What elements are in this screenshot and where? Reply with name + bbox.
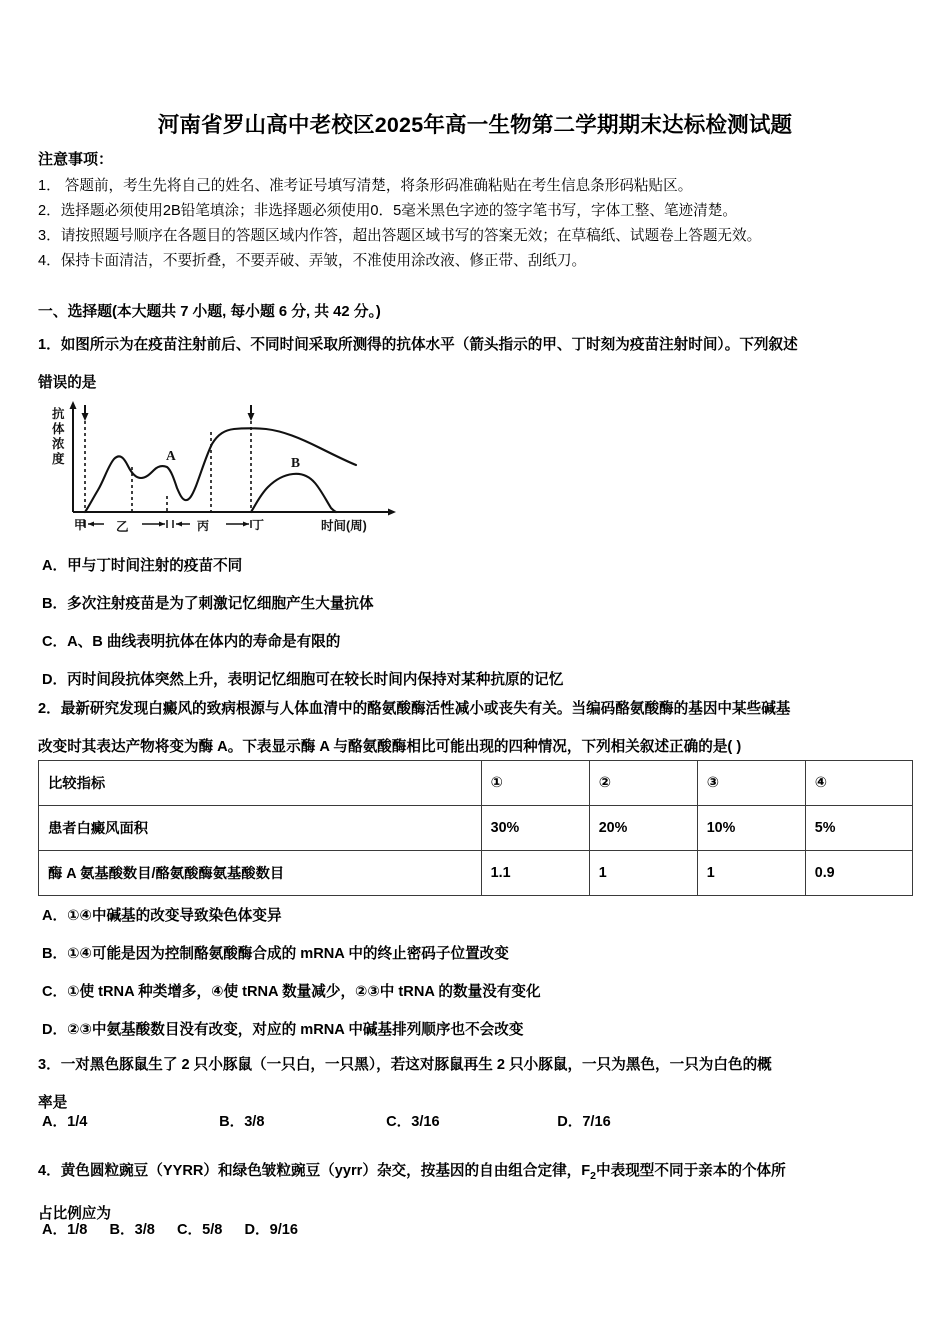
injection-arrow-ding bbox=[248, 405, 255, 421]
notice-item-2: 2．选择题必须使用2B铅笔填涂；非选择题必须使用0．5毫米黑色字迹的签字笔书写，字体工整、笔迹清楚。 bbox=[38, 203, 737, 219]
question-4-options-row bbox=[42, 1218, 742, 1239]
question-1-option-a: A．甲与丁时间注射的疫苗不同 bbox=[42, 558, 243, 574]
table-row bbox=[39, 806, 913, 851]
question-4-option-d: D．9/16 bbox=[244, 1222, 298, 1238]
question-3-option-a: A．1/4 bbox=[42, 1114, 88, 1130]
notice-item-4: 4．保持卡面清洁，不要折叠，不要弄破、弄皱，不准使用涂改液、修正带、刮纸刀。 bbox=[38, 253, 587, 269]
table-cell-row0-col3: ③ bbox=[697, 761, 805, 806]
question-4-option-a: A．1/8 bbox=[42, 1222, 88, 1238]
table-cell-row2-col2: 1 bbox=[589, 851, 697, 896]
question-3-option-d: D．7/16 bbox=[557, 1114, 611, 1130]
question-4-stem-line-1 bbox=[38, 1152, 928, 1195]
table-cell-row0-label: 比较指标 bbox=[39, 761, 482, 806]
question-2-stem-line-2: 改变时其表达产物将变为酶 A。下表显示酶 A 与酪氨酸酶相比可能出现的四种情况，下列相关叙述正确的是( ) bbox=[38, 739, 742, 755]
question-4-option-c: C．5/8 bbox=[176, 1222, 223, 1238]
table-row bbox=[39, 851, 913, 896]
antibody-concentration-figure bbox=[38, 396, 418, 546]
question-3-stem-line-2: 率是 bbox=[38, 1095, 68, 1111]
table-cell-row0-col4: ④ bbox=[805, 761, 912, 806]
question-4-stem-line-1-part-a: 4．黄色圆粒豌豆（YYRR）和绿色皱粒豌豆（yyrr）杂交，按基因的自由组合定律，F bbox=[38, 1163, 591, 1179]
comparison-table bbox=[38, 760, 913, 896]
figure-curve-label-a: A bbox=[166, 448, 176, 463]
question-4-option-b: B．3/8 bbox=[109, 1222, 155, 1238]
figure-x-tick-jia: 甲 bbox=[74, 518, 87, 532]
section-heading-multiple-choice: 一、选择题(本大题共 7 小题, 每小题 6 分, 共 42 分。) bbox=[38, 304, 381, 320]
question-1-option-b: B．多次注射疫苗是为了刺激记忆细胞产生大量抗体 bbox=[42, 596, 374, 612]
question-2-option-a: A．①④中碱基的改变导致染色体变异 bbox=[42, 908, 282, 924]
table-cell-row0-col1: ① bbox=[481, 761, 589, 806]
table-cell-row0-col2: ② bbox=[589, 761, 697, 806]
table-cell-row1-col3: 10% bbox=[697, 806, 805, 851]
question-1-stem bbox=[38, 326, 926, 402]
table-cell-row1-col1: 30% bbox=[481, 806, 589, 851]
question-4-stem-line-2: 占比例应为 bbox=[38, 1205, 111, 1222]
table-cell-row2-col3: 1 bbox=[697, 851, 805, 896]
question-2-option-d: D．②③中氨基酸数目没有改变，对应的 mRNA 中碱基排列顺序也不会改变 bbox=[42, 1022, 524, 1038]
notice-item-1: 1． 答题前，考生先将自己的姓名、准考证号填写清楚，将条形码准确粘贴在考生信息条形码粘贴区。 bbox=[38, 178, 693, 194]
question-2-stem bbox=[38, 690, 928, 766]
table-cell-row2-col4: 0.9 bbox=[805, 851, 912, 896]
question-2-option-b: B．①④可能是因为控制酪氨酸酶合成的 mRNA 中的终止密码子位置改变 bbox=[42, 946, 509, 962]
figure-curve-label-b: B bbox=[291, 455, 301, 470]
figure-x-tick-yi: 乙 bbox=[116, 520, 129, 534]
notice-heading: 注意事项： bbox=[38, 151, 114, 168]
table-cell-row2-col1: 1.1 bbox=[481, 851, 589, 896]
figure-x-tick-bing: 丙 bbox=[197, 519, 210, 533]
notice-item-3: 3．请按照题号顺序在各题目的答题区域内作答，超出答题区域书写的答案无效；在草稿纸、试题卷上答题无效。 bbox=[38, 228, 762, 244]
question-1-stem-line-2: 错误的是 bbox=[38, 375, 97, 391]
figure-x-axis-label: 时间(周) bbox=[321, 519, 367, 533]
figure-y-axis-label: 抗 bbox=[52, 407, 65, 421]
table-cell-row2-label: 酶 A 氨基酸数目/酪氨酸酶氨基酸数目 bbox=[39, 851, 482, 896]
notice-block bbox=[38, 148, 918, 274]
question-2-option-c: C．①使 tRNA 种类增多，④使 tRNA 数量减少，②③中 tRNA 的数量没有变化 bbox=[42, 984, 541, 1000]
question-2-stem-line-1: 2．最新研究发现白癜风的致病根源与人体血清中的酪氨酸酶活性减小或丧失有关。当编码酪氨酸酶的基因中某些碱基 bbox=[38, 701, 791, 717]
svg-text:体: 体 bbox=[52, 422, 65, 436]
table-row-header bbox=[39, 761, 913, 806]
question-1-option-d: D．丙时间段抗体突然上升，表明记忆细胞可在较长时间内保持对某种抗原的记忆 bbox=[42, 672, 564, 688]
question-4-stem-line-1-part-b: 中表现型不同于亲本的个体所 bbox=[596, 1163, 786, 1179]
injection-arrow-jia bbox=[82, 405, 89, 421]
table-cell-row1-col4: 5% bbox=[805, 806, 912, 851]
question-4-subscript: 2 bbox=[590, 1169, 597, 1182]
question-1-stem-line-1: 1．如图所示为在疫苗注射前后、不同时间采取所测得的抗体水平（箭头指示的甲、丁时刻为疫苗注射时间）。下列叙述 bbox=[38, 337, 798, 353]
page-title: 河南省罗山高中老校区2025年高一生物第二学期期末达标检测试题 bbox=[157, 113, 793, 137]
question-3-option-c: C．3/16 bbox=[386, 1114, 440, 1130]
figure-x-tick-ding: 丁 bbox=[252, 518, 265, 532]
svg-text:浓: 浓 bbox=[52, 437, 65, 451]
table-cell-row1-label: 患者白癜风面积 bbox=[39, 806, 482, 851]
question-3-options-row bbox=[42, 1110, 742, 1131]
question-1-option-c: C．A、B 曲线表明抗体在体内的寿命是有限的 bbox=[42, 634, 341, 650]
question-3-option-b: B．3/8 bbox=[219, 1114, 265, 1130]
svg-text:度: 度 bbox=[52, 452, 65, 466]
question-3-stem-line-1: 3．一对黑色豚鼠生了 2 只小豚鼠（一只白，一只黑），若这对豚鼠再生 2 只小豚鼠，一只为黑色，一只为白色的概 bbox=[38, 1057, 772, 1073]
table-cell-row1-col2: 20% bbox=[589, 806, 697, 851]
